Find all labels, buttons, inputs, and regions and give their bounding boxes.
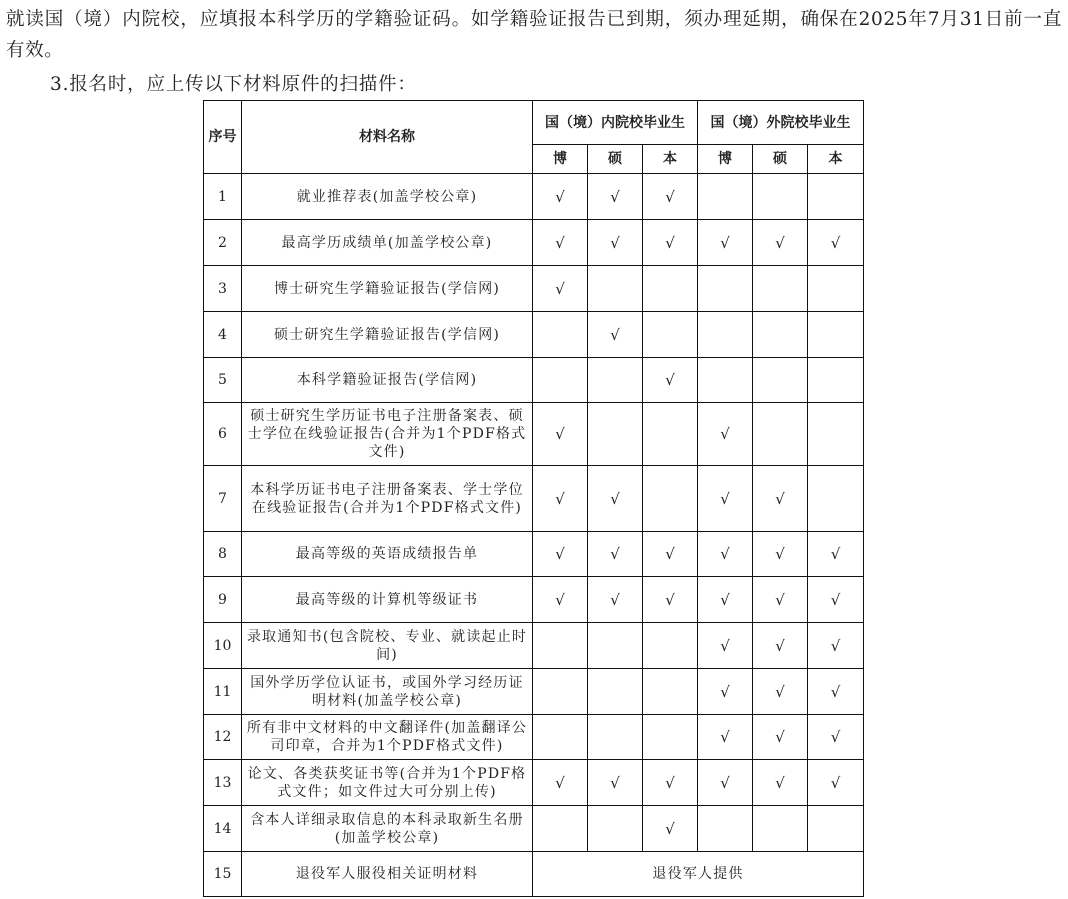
check-mark: √ <box>643 760 698 806</box>
table-row <box>204 669 864 715</box>
empty-cell <box>533 312 588 358</box>
table-row <box>204 532 864 577</box>
row-number: 8 <box>204 532 242 577</box>
empty-cell <box>533 806 588 852</box>
material-name: 最高等级的英语成绩报告单 <box>242 532 533 577</box>
check-mark: √ <box>533 532 588 577</box>
empty-cell <box>808 312 864 358</box>
check-mark: √ <box>533 174 588 220</box>
check-mark: √ <box>533 403 588 466</box>
table-row <box>204 715 864 760</box>
empty-cell <box>643 623 698 669</box>
empty-cell <box>533 358 588 403</box>
row-number: 6 <box>204 403 242 466</box>
row-number: 4 <box>204 312 242 358</box>
table-row <box>204 806 864 852</box>
table-row <box>204 312 864 358</box>
check-mark: √ <box>643 806 698 852</box>
check-mark: √ <box>588 220 643 266</box>
material-name: 本科学籍验证报告(学信网) <box>242 358 533 403</box>
header-domestic-master: 硕 <box>588 145 643 174</box>
empty-cell <box>753 358 808 403</box>
check-mark: √ <box>588 466 643 532</box>
check-mark: √ <box>808 715 864 760</box>
header-domestic-phd: 博 <box>533 145 588 174</box>
table-row <box>204 266 864 312</box>
section-heading: 3.报名时，应上传以下材料原件的扫描件： <box>50 74 417 95</box>
header-domestic-bachelor: 本 <box>643 145 698 174</box>
check-mark: √ <box>698 532 753 577</box>
check-mark: √ <box>698 623 753 669</box>
material-name: 论文、各类获奖证书等(合并为1个PDF格式文件；如文件过大可分别上传) <box>242 760 533 806</box>
check-mark: √ <box>808 760 864 806</box>
check-mark: √ <box>533 577 588 623</box>
empty-cell <box>533 669 588 715</box>
empty-cell <box>753 174 808 220</box>
check-mark: √ <box>643 174 698 220</box>
check-mark: √ <box>698 715 753 760</box>
material-name: 博士研究生学籍验证报告(学信网) <box>242 266 533 312</box>
empty-cell <box>588 403 643 466</box>
table-row <box>204 466 864 532</box>
table-row <box>204 852 864 897</box>
empty-cell <box>643 266 698 312</box>
empty-cell <box>588 358 643 403</box>
check-mark: √ <box>808 623 864 669</box>
check-mark: √ <box>643 532 698 577</box>
empty-cell <box>588 806 643 852</box>
material-name: 含本人详细录取信息的本科录取新生名册(加盖学校公章) <box>242 806 533 852</box>
intro-paragraph: 就读国（境）内院校，应填报本科学历的学籍验证码。如学籍验证报告已到期，须办理延期，确保在2025年7月31日前一直有效。 <box>6 9 1062 61</box>
check-mark: √ <box>698 403 753 466</box>
check-mark: √ <box>698 220 753 266</box>
empty-cell <box>698 174 753 220</box>
check-mark: √ <box>753 715 808 760</box>
empty-cell <box>808 806 864 852</box>
empty-cell <box>588 266 643 312</box>
empty-cell <box>698 358 753 403</box>
table-row <box>204 358 864 403</box>
check-mark: √ <box>808 577 864 623</box>
check-mark: √ <box>753 220 808 266</box>
table-row <box>204 577 864 623</box>
table-row <box>204 760 864 806</box>
row-number: 12 <box>204 715 242 760</box>
empty-cell <box>588 669 643 715</box>
check-mark: √ <box>753 532 808 577</box>
header-domestic-graduates: 国（境）内院校毕业生 <box>533 101 698 145</box>
material-name: 录取通知书(包含院校、专业、就读起止时间) <box>242 623 533 669</box>
empty-cell <box>698 806 753 852</box>
check-mark: √ <box>588 532 643 577</box>
empty-cell <box>753 403 808 466</box>
header-foreign-bachelor: 本 <box>808 145 864 174</box>
empty-cell <box>533 623 588 669</box>
material-name: 本科学历证书电子注册备案表、学士学位在线验证报告(合并为1个PDF格式文件) <box>242 466 533 532</box>
check-mark: √ <box>643 358 698 403</box>
row-number: 13 <box>204 760 242 806</box>
check-mark: √ <box>533 466 588 532</box>
material-name: 退役军人服役相关证明材料 <box>242 852 533 897</box>
check-mark: √ <box>753 466 808 532</box>
check-mark: √ <box>808 532 864 577</box>
check-mark: √ <box>588 312 643 358</box>
empty-cell <box>808 174 864 220</box>
material-name: 所有非中文材料的中文翻译件(加盖翻译公司印章，合并为1个PDF格式文件) <box>242 715 533 760</box>
empty-cell <box>753 266 808 312</box>
empty-cell <box>698 266 753 312</box>
empty-cell <box>643 312 698 358</box>
empty-cell <box>808 466 864 532</box>
empty-cell <box>643 403 698 466</box>
check-mark: √ <box>588 577 643 623</box>
row-number: 9 <box>204 577 242 623</box>
material-name: 硕士研究生学籍验证报告(学信网) <box>242 312 533 358</box>
empty-cell <box>643 466 698 532</box>
check-mark: √ <box>588 760 643 806</box>
table-row <box>204 220 864 266</box>
check-mark: √ <box>643 220 698 266</box>
check-mark: √ <box>753 669 808 715</box>
table-row <box>204 174 864 220</box>
header-seq: 序号 <box>204 101 242 174</box>
empty-cell <box>753 312 808 358</box>
material-name: 硕士研究生学历证书电子注册备案表、硕士学位在线验证报告(合并为1个PDF格式文件) <box>242 403 533 466</box>
row-number: 7 <box>204 466 242 532</box>
row-number: 3 <box>204 266 242 312</box>
material-name: 最高等级的计算机等级证书 <box>242 577 533 623</box>
empty-cell <box>533 715 588 760</box>
check-mark: √ <box>643 577 698 623</box>
check-mark: √ <box>808 220 864 266</box>
row-number: 10 <box>204 623 242 669</box>
check-mark: √ <box>698 466 753 532</box>
empty-cell <box>698 312 753 358</box>
header-foreign-phd: 博 <box>698 145 753 174</box>
check-mark: √ <box>533 266 588 312</box>
check-mark: √ <box>753 577 808 623</box>
empty-cell <box>808 358 864 403</box>
check-mark: √ <box>698 760 753 806</box>
merged-note: 退役军人提供 <box>533 852 864 897</box>
check-mark: √ <box>698 669 753 715</box>
row-number: 1 <box>204 174 242 220</box>
material-name: 就业推荐表(加盖学校公章) <box>242 174 533 220</box>
check-mark: √ <box>753 623 808 669</box>
empty-cell <box>808 266 864 312</box>
material-name: 国外学历学位认证书，或国外学习经历证明材料(加盖学校公章) <box>242 669 533 715</box>
materials-table <box>203 100 864 897</box>
header-foreign-graduates: 国（境）外院校毕业生 <box>698 101 864 145</box>
empty-cell <box>643 669 698 715</box>
check-mark: √ <box>588 174 643 220</box>
row-number: 2 <box>204 220 242 266</box>
empty-cell <box>588 715 643 760</box>
check-mark: √ <box>808 669 864 715</box>
header-material-name: 材料名称 <box>242 101 533 174</box>
empty-cell <box>753 806 808 852</box>
check-mark: √ <box>533 760 588 806</box>
row-number: 5 <box>204 358 242 403</box>
empty-cell <box>808 403 864 466</box>
check-mark: √ <box>533 220 588 266</box>
empty-cell <box>643 715 698 760</box>
row-number: 15 <box>204 852 242 897</box>
table-row <box>204 623 864 669</box>
material-name: 最高学历成绩单(加盖学校公章) <box>242 220 533 266</box>
check-mark: √ <box>698 577 753 623</box>
check-mark: √ <box>753 760 808 806</box>
table-row <box>204 403 864 466</box>
empty-cell <box>588 623 643 669</box>
row-number: 11 <box>204 669 242 715</box>
row-number: 14 <box>204 806 242 852</box>
header-foreign-master: 硕 <box>753 145 808 174</box>
